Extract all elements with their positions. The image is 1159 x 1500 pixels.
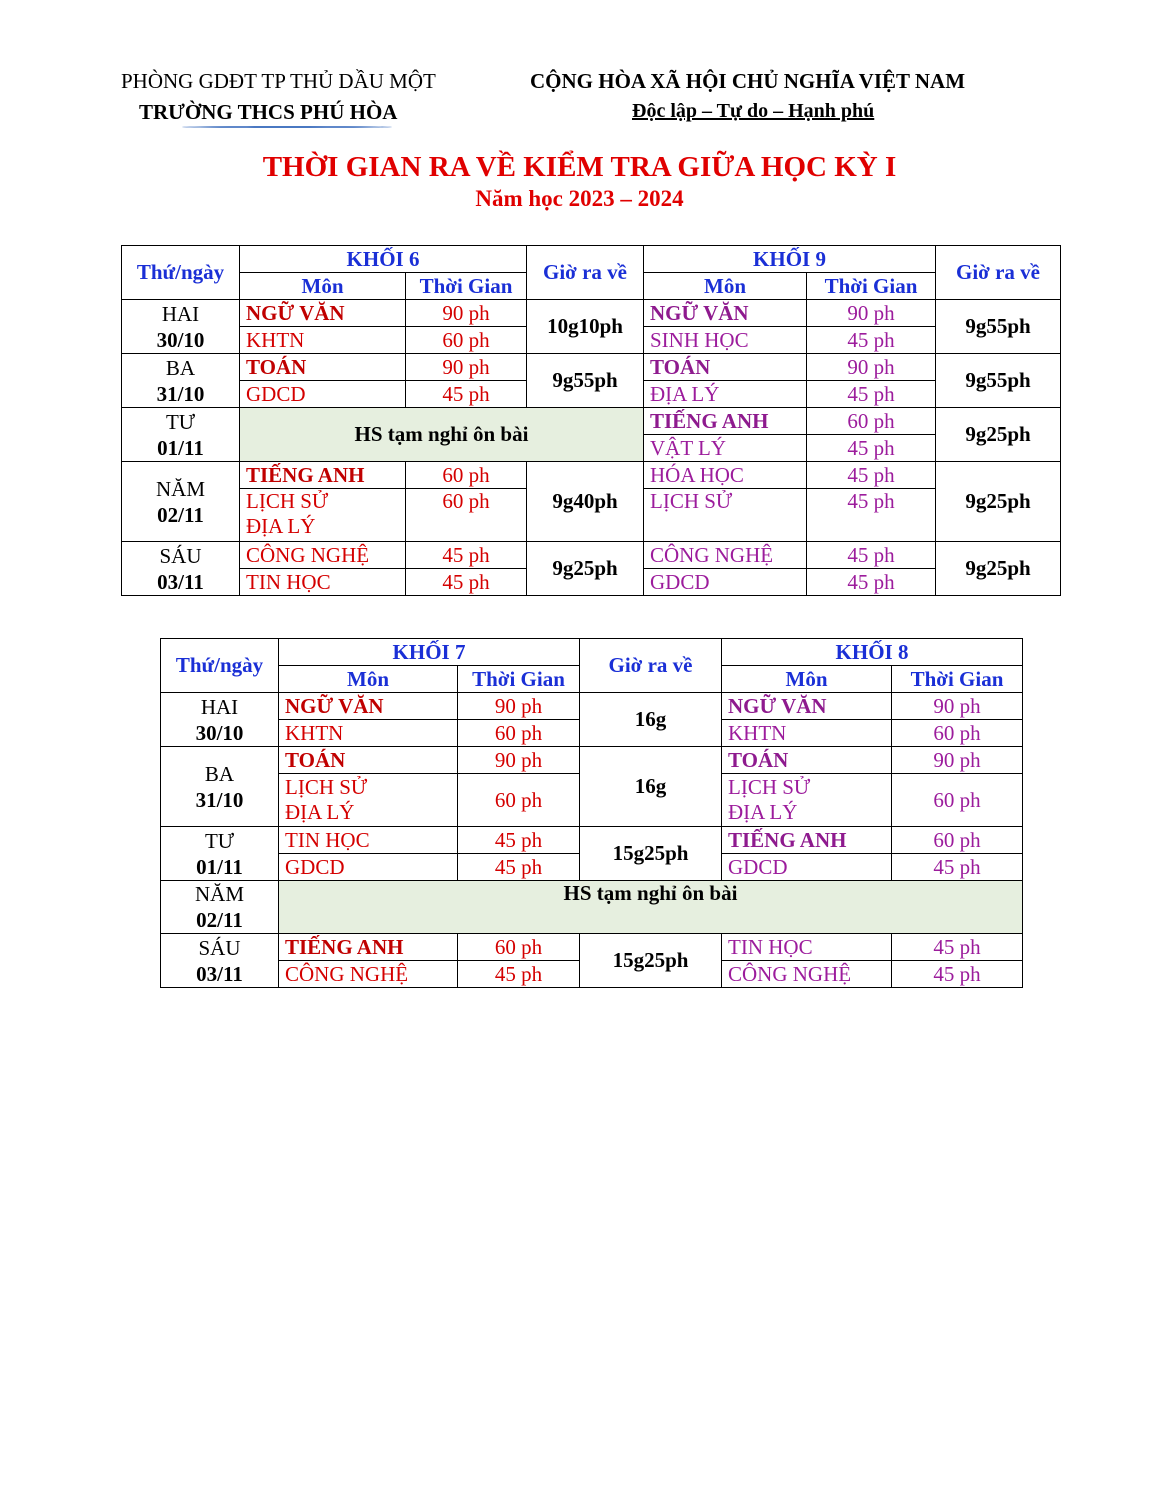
subject-cell: TIẾNG ANH <box>722 827 892 854</box>
day-cell: SÁU 03/11 <box>122 542 240 596</box>
duration-cell: 90 ph <box>892 747 1023 774</box>
duration-cell: 60 ph <box>458 934 580 961</box>
duration-cell: 60 ph <box>406 327 527 354</box>
return-time-cell: 9g25ph <box>527 542 644 596</box>
return-time-cell: 16g <box>580 747 722 827</box>
subject-cell: TIẾNG ANH <box>279 934 458 961</box>
duration-cell: 90 ph <box>807 300 936 327</box>
subject-cell: CÔNG NGHỆ <box>644 542 807 569</box>
header-subject: Môn <box>722 666 892 693</box>
subject-cell: NGỮ VĂN <box>240 300 406 327</box>
duration-cell: 45 ph <box>406 569 527 596</box>
header-day: Thứ/ngày <box>161 639 279 693</box>
subject-cell: GDCD <box>722 854 892 881</box>
return-time-cell: 15g25ph <box>580 827 722 881</box>
duration-cell: 60 ph <box>406 462 527 489</box>
subject-cell: TIN HỌC <box>240 569 406 596</box>
duration-cell: 90 ph <box>406 354 527 381</box>
department-name: PHÒNG GDĐT TP THỦ DẦU MỘT <box>121 69 436 93</box>
duration-cell: 60 ph <box>807 408 936 435</box>
header-return-time: Giờ ra về <box>527 246 644 300</box>
day-cell: SÁU 03/11 <box>161 934 279 988</box>
header-duration: Thời Gian <box>892 666 1023 693</box>
duration-cell: 45 ph <box>807 489 936 542</box>
subject-cell: LỊCH SỬ <box>644 489 807 542</box>
subject-cell: TIN HỌC <box>722 934 892 961</box>
header-subject: Môn <box>240 273 406 300</box>
duration-cell: 60 ph <box>458 774 580 827</box>
duration-cell: 45 ph <box>892 961 1023 988</box>
subject-cell: HÓA HỌC <box>644 462 807 489</box>
header-subject: Môn <box>279 666 458 693</box>
subject-cell: GDCD <box>279 854 458 881</box>
return-time-cell: 9g25ph <box>936 542 1061 596</box>
day-cell: HAI 30/10 <box>122 300 240 354</box>
duration-cell: 45 ph <box>807 569 936 596</box>
duration-cell: 60 ph <box>892 827 1023 854</box>
subject-cell: TIẾNG ANH <box>240 462 406 489</box>
subject-cell: TOÁN <box>722 747 892 774</box>
return-time-cell: 10g10ph <box>527 300 644 354</box>
duration-cell: 45 ph <box>807 462 936 489</box>
day-cell: NĂM 02/11 <box>122 462 240 542</box>
duration-cell: 60 ph <box>892 774 1023 827</box>
subject-cell: LỊCH SỬ ĐỊA LÝ <box>279 774 458 827</box>
return-time-cell: 15g25ph <box>580 934 722 988</box>
subject-cell: SINH HỌC <box>644 327 807 354</box>
subject-cell: CÔNG NGHỆ <box>240 542 406 569</box>
day-cell: TƯ 01/11 <box>161 827 279 881</box>
rest-day-cell: HS tạm nghỉ ôn bài <box>279 881 1023 934</box>
header-grade-8: KHỐI 8 <box>722 639 1023 666</box>
subject-cell: LỊCH SỬ ĐỊA LÝ <box>722 774 892 827</box>
school-year: Năm học 2023 – 2024 <box>475 186 684 211</box>
return-time-cell: 9g55ph <box>936 354 1061 408</box>
duration-cell: 45 ph <box>458 827 580 854</box>
duration-cell: 90 ph <box>458 747 580 774</box>
day-cell: BA 31/10 <box>122 354 240 408</box>
duration-cell: 45 ph <box>458 961 580 988</box>
duration-cell: 45 ph <box>807 381 936 408</box>
duration-cell: 90 ph <box>807 354 936 381</box>
subject-cell: KHTN <box>722 720 892 747</box>
return-time-cell: 16g <box>580 693 722 747</box>
header-duration: Thời Gian <box>807 273 936 300</box>
return-time-cell: 9g55ph <box>936 300 1061 354</box>
duration-cell: 45 ph <box>892 934 1023 961</box>
subject-cell: TOÁN <box>644 354 807 381</box>
header-grade-6: KHỐI 6 <box>240 246 527 273</box>
decorative-underline <box>182 126 392 128</box>
subject-cell: NGỮ VĂN <box>279 693 458 720</box>
subject-cell: GDCD <box>644 569 807 596</box>
subject-cell: KHTN <box>279 720 458 747</box>
schedule-table-grade6-9 <box>121 245 1061 596</box>
republic-name: CỘNG HÒA XÃ HỘI CHỦ NGHĨA VIỆT NAM <box>530 69 966 93</box>
duration-cell: 90 ph <box>406 300 527 327</box>
subject-cell: TIN HỌC <box>279 827 458 854</box>
subject-cell: LỊCH SỬ ĐỊA LÝ <box>240 489 406 542</box>
duration-cell: 45 ph <box>807 327 936 354</box>
header-day: Thứ/ngày <box>122 246 240 300</box>
day-cell: TƯ 01/11 <box>122 408 240 462</box>
duration-cell: 90 ph <box>458 693 580 720</box>
duration-cell: 60 ph <box>406 489 527 542</box>
school-name: TRƯỜNG THCS PHÚ HÒA <box>139 100 398 124</box>
header-grade-7: KHỐI 7 <box>279 639 580 666</box>
subject-cell: NGỮ VĂN <box>644 300 807 327</box>
rest-day-cell: HS tạm nghỉ ôn bài <box>240 408 644 462</box>
duration-cell: 45 ph <box>406 381 527 408</box>
day-cell: HAI 30/10 <box>161 693 279 747</box>
header-grade-9: KHỐI 9 <box>644 246 936 273</box>
header-subject: Môn <box>644 273 807 300</box>
subject-cell: VẬT LÝ <box>644 435 807 462</box>
subject-cell: GDCD <box>240 381 406 408</box>
subject-cell: TOÁN <box>240 354 406 381</box>
subject-cell: ĐỊA LÝ <box>644 381 807 408</box>
duration-cell: 60 ph <box>458 720 580 747</box>
duration-cell: 60 ph <box>892 720 1023 747</box>
header-duration: Thời Gian <box>406 273 527 300</box>
subject-cell: KHTN <box>240 327 406 354</box>
subject-cell: TOÁN <box>279 747 458 774</box>
return-time-cell: 9g25ph <box>936 408 1061 462</box>
duration-cell: 45 ph <box>406 542 527 569</box>
return-time-cell: 9g40ph <box>527 462 644 542</box>
return-time-cell: 9g25ph <box>936 462 1061 542</box>
duration-cell: 45 ph <box>892 854 1023 881</box>
header-duration: Thời Gian <box>458 666 580 693</box>
duration-cell: 45 ph <box>807 542 936 569</box>
subject-cell: NGỮ VĂN <box>722 693 892 720</box>
national-motto: Độc lập – Tự do – Hạnh phú <box>632 100 875 122</box>
duration-cell: 45 ph <box>458 854 580 881</box>
page-title: THỜI GIAN RA VỀ KIỂM TRA GIỮA HỌC KỲ I <box>262 151 897 183</box>
duration-cell: 45 ph <box>807 435 936 462</box>
day-cell: BA 31/10 <box>161 747 279 827</box>
schedule-table-grade7-8 <box>160 638 1023 988</box>
day-cell: NĂM 02/11 <box>161 881 279 934</box>
subject-cell: CÔNG NGHỆ <box>722 961 892 988</box>
subject-cell: TIẾNG ANH <box>644 408 807 435</box>
duration-cell: 90 ph <box>892 693 1023 720</box>
header-return-time: Giờ ra về <box>580 639 722 693</box>
header-return-time: Giờ ra về <box>936 246 1061 300</box>
subject-cell: CÔNG NGHỆ <box>279 961 458 988</box>
return-time-cell: 9g55ph <box>527 354 644 408</box>
